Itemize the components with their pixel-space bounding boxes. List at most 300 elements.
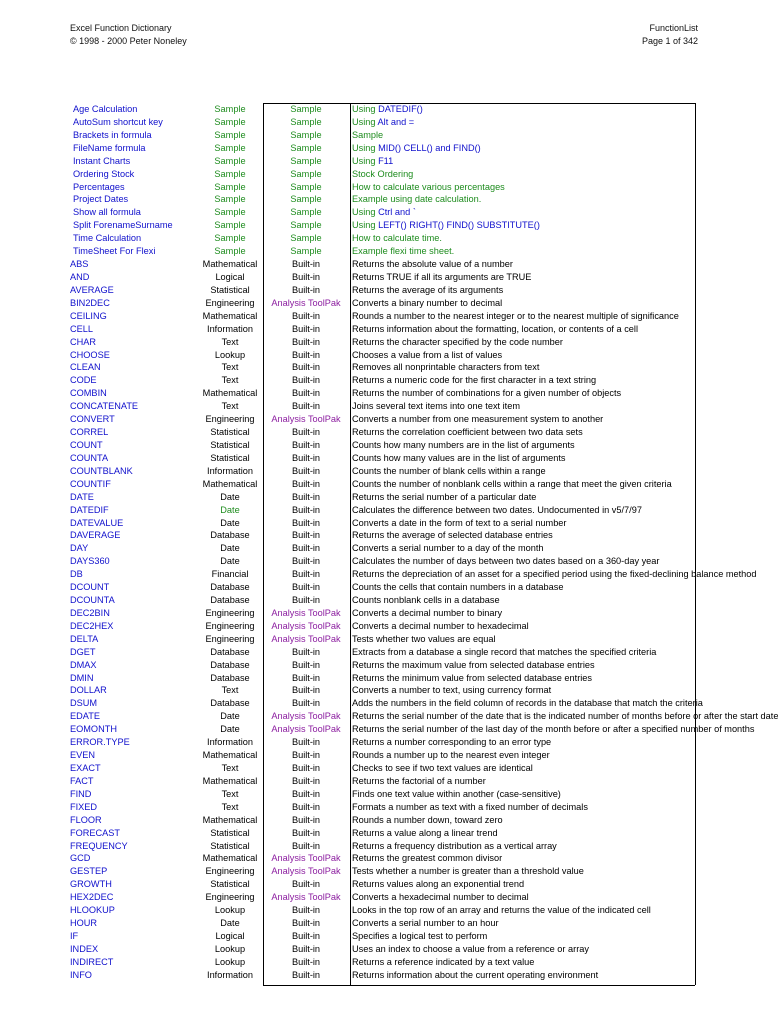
function-source: Built-in <box>291 685 321 696</box>
function-category: Mathematical <box>202 853 258 864</box>
table-row <box>68 878 696 891</box>
function-source: Built-in <box>291 827 321 838</box>
function-source: Built-in <box>291 530 321 541</box>
function-source: Built-in <box>291 801 321 812</box>
function-description: Returns information about the formatting, location, or contents of a cell <box>352 323 638 334</box>
table-row <box>68 478 696 491</box>
function-name: INFO <box>70 969 92 980</box>
function-category: Mathematical <box>202 750 258 761</box>
table-row <box>68 258 696 271</box>
table-row <box>68 917 696 930</box>
function-source: Built-in <box>291 259 321 270</box>
function-name: DSUM <box>70 698 98 709</box>
table-row <box>68 749 696 762</box>
function-description: Using DATEDIF() <box>352 104 423 114</box>
table-row <box>68 452 696 465</box>
function-source: Built-in <box>291 595 321 606</box>
function-source: Built-in <box>291 788 321 799</box>
function-description: Returns a reference indicated by a text value <box>352 956 535 967</box>
function-source: Built-in <box>291 336 321 347</box>
function-category: Statistical <box>210 827 250 838</box>
function-source: Analysis ToolPak <box>271 711 341 722</box>
function-source: Built-in <box>291 918 321 929</box>
table-row <box>68 297 696 310</box>
function-source: Analysis ToolPak <box>271 892 341 903</box>
function-source: Built-in <box>291 543 321 554</box>
table-row <box>68 504 696 517</box>
function-source: Built-in <box>291 905 321 916</box>
table-row <box>68 788 696 801</box>
function-source: Built-in <box>291 814 321 825</box>
function-category: Information <box>207 465 253 476</box>
function-name: AutoSum shortcut key <box>73 116 163 127</box>
table-row <box>68 465 696 478</box>
function-category: Date <box>220 556 240 567</box>
function-name: COUNTIF <box>70 478 111 489</box>
function-name: AND <box>70 271 90 282</box>
function-source: Analysis ToolPak <box>271 853 341 864</box>
function-source: Sample <box>290 104 322 114</box>
function-name: GROWTH <box>70 879 112 890</box>
function-name: HLOOKUP <box>70 905 115 916</box>
function-name: EOMONTH <box>70 724 117 735</box>
function-source: Sample <box>290 181 322 192</box>
function-source: Built-in <box>291 401 321 412</box>
function-name: DATE <box>70 491 94 502</box>
table-row <box>68 594 696 607</box>
table-row <box>68 633 696 646</box>
function-source: Built-in <box>291 310 321 321</box>
function-description: Removes all nonprintable characters from text <box>352 362 540 373</box>
function-category: Sample <box>214 194 246 205</box>
table-row <box>68 245 696 258</box>
table-row <box>68 271 696 284</box>
function-source: Built-in <box>291 452 321 463</box>
table-row <box>68 142 696 155</box>
function-description: Returns the serial number of a particular date <box>352 491 537 502</box>
table-row <box>68 659 696 672</box>
function-category: Text <box>221 362 239 373</box>
table-row <box>68 736 696 749</box>
function-description: Calculates the difference between two dates. Undocumented in v5/7/97 <box>352 504 642 515</box>
function-category: Database <box>210 672 250 683</box>
function-description: Returns the minimum value from selected database entries <box>352 672 593 683</box>
function-name: FIXED <box>70 801 98 812</box>
table-row <box>68 620 696 633</box>
function-source: Built-in <box>291 879 321 890</box>
function-name: Show all formula <box>73 207 141 218</box>
function-category: Sample <box>214 116 246 127</box>
function-category: Statistical <box>210 284 250 295</box>
function-source: Sample <box>290 246 322 257</box>
function-source: Built-in <box>291 556 321 567</box>
table-row <box>68 336 696 349</box>
table-row <box>68 542 696 555</box>
function-category: Text <box>221 788 239 799</box>
function-source: Analysis ToolPak <box>271 866 341 877</box>
table-row <box>68 710 778 723</box>
function-category: Database <box>210 659 250 670</box>
table-row <box>68 646 696 659</box>
document-title: Excel Function Dictionary <box>70 23 172 33</box>
table-row <box>68 891 696 904</box>
function-category: Text <box>221 401 239 412</box>
table-row <box>68 581 696 594</box>
function-description: Extracts from a database a single record that matches the specified criteria <box>352 646 657 657</box>
function-source: Built-in <box>291 956 321 967</box>
function-source: Built-in <box>291 698 321 709</box>
function-category: Statistical <box>210 840 250 851</box>
function-description: Returns the number of combinations for a given number of objects <box>352 388 622 399</box>
function-name: EDATE <box>70 711 100 722</box>
function-name: ABS <box>70 259 89 270</box>
table-row <box>68 361 696 374</box>
function-category: Sample <box>214 104 246 114</box>
function-source: Analysis ToolPak <box>271 607 341 618</box>
function-description: Returns the greatest common divisor <box>352 853 503 864</box>
function-description: Using Ctrl and ` <box>352 207 416 218</box>
function-name: FORECAST <box>70 827 121 838</box>
function-source: Built-in <box>291 427 321 438</box>
function-name: DMAX <box>70 659 97 670</box>
table-row <box>68 943 696 956</box>
function-category: Text <box>221 375 239 386</box>
function-name: CONVERT <box>70 414 115 425</box>
function-source: Built-in <box>291 465 321 476</box>
function-category: Database <box>210 582 250 593</box>
function-description: Converts a serial number to an hour <box>352 918 499 929</box>
table-row <box>68 129 696 142</box>
function-name: COUNT <box>70 439 103 450</box>
table-row <box>68 775 696 788</box>
function-name: Split ForenameSurname <box>73 220 173 231</box>
function-category: Statistical <box>210 427 250 438</box>
function-name: FREQUENCY <box>70 840 128 851</box>
table-row <box>68 723 755 736</box>
function-source: Sample <box>290 155 322 166</box>
function-category: Sample <box>214 168 246 179</box>
table-row <box>68 284 696 297</box>
function-category: Engineering <box>205 866 255 877</box>
function-category: Date <box>220 491 240 502</box>
function-category: Mathematical <box>202 814 258 825</box>
function-category: Lookup <box>214 943 246 954</box>
function-category: Information <box>207 969 253 980</box>
function-description: Returns information about the current operating environment <box>352 969 599 980</box>
function-category: Engineering <box>205 607 255 618</box>
function-name: CHOOSE <box>70 349 110 360</box>
function-source: Built-in <box>291 582 321 593</box>
function-description: Returns a value along a linear trend <box>352 827 498 838</box>
function-description: Calculates the number of days between two dates based on a 360-day year <box>352 556 660 567</box>
function-source: Analysis ToolPak <box>271 620 341 631</box>
function-source: Sample <box>290 233 322 244</box>
table-row <box>68 801 696 814</box>
function-description: How to calculate various percentages <box>352 181 505 192</box>
function-category: Logical <box>215 931 245 941</box>
function-source: Built-in <box>291 478 321 489</box>
function-source: Built-in <box>291 775 321 786</box>
table-row <box>68 206 696 219</box>
function-description: Sample <box>352 129 384 140</box>
function-category: Sample <box>214 220 246 231</box>
function-description: Returns the character specified by the code number <box>352 336 563 347</box>
function-name: Percentages <box>73 181 125 192</box>
function-name: ERROR.TYPE <box>70 737 130 748</box>
function-description: Returns the correlation coefficient between two data sets <box>352 427 583 438</box>
function-description: Using F11 <box>352 155 394 166</box>
function-category: Sample <box>214 181 246 192</box>
function-description: Example using date calculation. <box>352 194 482 205</box>
function-description: Returns the maximum value from selected database entries <box>352 659 595 670</box>
table-row <box>68 232 696 245</box>
function-category: Information <box>207 737 253 748</box>
function-category: Sample <box>214 207 246 218</box>
function-source: Analysis ToolPak <box>271 633 341 644</box>
function-category: Mathematical <box>202 388 258 399</box>
function-description: Tests whether two values are equal <box>352 633 496 644</box>
function-name: Brackets in formula <box>73 129 152 140</box>
function-source: Built-in <box>291 504 321 515</box>
function-category: Text <box>221 801 239 812</box>
function-description: Returns a number corresponding to an error type <box>352 737 552 748</box>
function-name: CELL <box>70 323 93 334</box>
function-category: Mathematical <box>202 310 258 321</box>
function-source: Built-in <box>291 491 321 502</box>
table-row <box>68 413 696 426</box>
table-row <box>68 814 696 827</box>
function-name: DCOUNTA <box>70 595 115 606</box>
function-category: Statistical <box>210 452 250 463</box>
table-row <box>68 168 696 181</box>
table-row <box>68 517 696 530</box>
table-row <box>68 181 696 194</box>
function-description: How to calculate time. <box>352 233 442 244</box>
table-row <box>68 568 757 581</box>
function-description: Counts the number of nonblank cells within a range that meet the given criteria <box>352 478 672 489</box>
function-description: Using Alt and = <box>352 116 415 127</box>
table-row <box>68 607 696 620</box>
table-row <box>68 672 696 685</box>
function-source: Built-in <box>291 969 321 980</box>
function-name: DATEDIF <box>70 504 109 515</box>
function-category: Mathematical <box>202 259 258 270</box>
function-description: Using LEFT() RIGHT() FIND() SUBSTITUTE() <box>352 220 540 231</box>
function-category: Database <box>210 698 250 709</box>
function-category: Date <box>220 711 240 722</box>
function-category: Sample <box>214 246 246 257</box>
table-row <box>68 439 696 452</box>
function-description: Returns a numeric code for the first character in a text string <box>352 375 597 386</box>
function-category: Database <box>210 530 250 541</box>
function-description: Converts a decimal number to hexadecimal <box>352 620 529 631</box>
function-category: Statistical <box>210 439 250 450</box>
function-source: Built-in <box>291 750 321 761</box>
function-name: CODE <box>70 375 97 386</box>
function-name: DAY <box>70 543 89 554</box>
function-description: Converts a hexadecimal number to decimal <box>352 892 529 903</box>
function-source: Sample <box>290 142 322 153</box>
function-description: Rounds a number to the nearest integer or to the nearest multiple of significance <box>352 310 679 321</box>
function-source: Built-in <box>291 439 321 450</box>
table-row <box>68 529 696 542</box>
function-description: Converts a number to text, using currency format <box>352 685 552 696</box>
function-description: Counts nonblank cells in a database <box>352 595 500 606</box>
table-row <box>68 840 696 853</box>
function-source: Sample <box>290 129 322 140</box>
copyright-text: © 1998 - 2000 Peter Noneley <box>70 36 187 46</box>
table-row <box>68 491 696 504</box>
table-row <box>68 219 696 232</box>
function-source: Sample <box>290 168 322 179</box>
table-row <box>68 323 696 336</box>
function-description: Converts a serial number to a day of the month <box>352 543 544 554</box>
function-category: Sample <box>214 233 246 244</box>
table-row <box>68 762 696 775</box>
function-description: Converts a number from one measurement system to another <box>352 414 604 425</box>
function-description: Formats a number as text with a fixed number of decimals <box>352 801 588 812</box>
function-source: Built-in <box>291 284 321 295</box>
function-description: Joins several text items into one text item <box>352 401 520 412</box>
function-name: FileName formula <box>73 142 146 153</box>
function-category: Date <box>220 918 240 929</box>
function-name: DATEVALUE <box>70 517 124 528</box>
function-category: Logical <box>215 271 245 282</box>
function-description: Stock Ordering <box>352 168 414 179</box>
function-name: CEILING <box>70 310 107 321</box>
function-category: Sample <box>214 155 246 166</box>
function-source: Sample <box>290 116 322 127</box>
function-source: Built-in <box>291 943 321 954</box>
function-description: Returns the depreciation of an asset for a specified period using the fixed-declining balance method <box>352 569 757 580</box>
function-name: DB <box>70 569 83 580</box>
function-category: Financial <box>211 569 249 580</box>
function-source: Sample <box>290 194 322 205</box>
function-name: COUNTA <box>70 452 109 463</box>
table-row <box>68 930 696 943</box>
function-category: Sample <box>214 129 246 140</box>
table-row <box>68 374 696 387</box>
function-source: Built-in <box>291 569 321 580</box>
document-header-right <box>642 22 698 48</box>
function-category: Engineering <box>205 620 255 631</box>
function-name: COUNTBLANK <box>70 465 133 476</box>
table-row <box>68 684 696 697</box>
table-row <box>68 555 696 568</box>
function-name: FLOOR <box>70 814 102 825</box>
function-name: TimeSheet For Flexi <box>73 246 156 257</box>
function-category: Lookup <box>214 349 246 360</box>
function-description: Tests whether a number is greater than a threshold value <box>352 866 584 877</box>
function-name: CONCATENATE <box>70 401 139 412</box>
function-category: Date <box>220 517 240 528</box>
function-name: EVEN <box>70 750 96 761</box>
function-description: Returns the factorial of a number <box>352 775 486 786</box>
function-description: Returns the average of selected database entries <box>352 530 553 541</box>
function-source: Built-in <box>291 323 321 334</box>
function-description: Example flexi time sheet. <box>352 246 455 257</box>
document-header-left <box>70 22 187 48</box>
table-row <box>68 103 696 116</box>
function-description: Adds the numbers in the field column of records in the database that match the criteria <box>352 698 703 709</box>
function-source: Built-in <box>291 349 321 360</box>
function-category: Text <box>221 685 239 696</box>
function-name: INDEX <box>70 943 99 954</box>
sheet-name: FunctionList <box>649 23 698 33</box>
function-name: HEX2DEC <box>70 892 114 903</box>
function-description: Specifies a logical test to perform <box>352 931 488 941</box>
function-description: Counts the cells that contain numbers in a database <box>352 582 564 593</box>
function-source: Built-in <box>291 271 321 282</box>
table-row <box>68 865 696 878</box>
function-name: CORREL <box>70 427 109 438</box>
table-row <box>68 697 703 710</box>
function-name: DEC2HEX <box>70 620 114 631</box>
function-source: Built-in <box>291 840 321 851</box>
table-row <box>68 400 696 413</box>
table-row <box>68 904 696 917</box>
function-description: Chooses a value from a list of values <box>352 349 503 360</box>
function-name: Time Calculation <box>73 233 142 244</box>
function-name: DGET <box>70 646 96 657</box>
table-row <box>68 387 696 400</box>
function-category: Text <box>221 336 239 347</box>
function-name: FIND <box>70 788 92 799</box>
function-name: COMBIN <box>70 388 107 399</box>
function-description: Converts a binary number to decimal <box>352 297 503 308</box>
function-name: IF <box>70 931 79 941</box>
table-row <box>68 310 696 323</box>
function-name: DEC2BIN <box>70 607 110 618</box>
function-description: Using MID() CELL() and FIND() <box>352 142 481 153</box>
function-description: Looks in the top row of an array and returns the value of the indicated cell <box>352 905 651 916</box>
function-source: Analysis ToolPak <box>271 414 341 425</box>
function-source: Sample <box>290 220 322 231</box>
table-row <box>68 155 696 168</box>
function-name: HOUR <box>70 918 98 929</box>
function-name: DAVERAGE <box>70 530 121 541</box>
function-source: Built-in <box>291 737 321 748</box>
function-category: Lookup <box>214 956 246 967</box>
function-source: Analysis ToolPak <box>271 297 341 308</box>
function-source: Built-in <box>291 646 321 657</box>
function-source: Sample <box>290 207 322 218</box>
function-description: Counts the number of blank cells within a range <box>352 465 546 476</box>
function-description: Uses an index to choose a value from a reference or array <box>352 943 589 954</box>
function-name: INDIRECT <box>70 956 114 967</box>
function-category: Mathematical <box>202 478 258 489</box>
page-number: Page 1 of 342 <box>641 36 698 46</box>
function-name: BIN2DEC <box>70 297 110 308</box>
table-row <box>68 116 696 129</box>
function-name: GCD <box>70 853 91 864</box>
function-source: Built-in <box>291 931 321 941</box>
function-description: Returns TRUE if all its arguments are TRUE <box>352 271 532 282</box>
function-source: Built-in <box>291 659 321 670</box>
function-name: FACT <box>70 775 94 786</box>
function-category: Information <box>207 323 253 334</box>
function-name: Age Calculation <box>73 104 138 114</box>
table-row <box>68 193 696 206</box>
function-source: Built-in <box>291 672 321 683</box>
function-description: Converts a decimal number to binary <box>352 607 503 618</box>
function-name: DAYS360 <box>70 556 110 567</box>
function-description: Returns the serial number of the date that is the indicated number of months before or after the start date <box>352 711 778 722</box>
function-category: Engineering <box>205 892 255 903</box>
function-name: DELTA <box>70 633 99 644</box>
function-name: DOLLAR <box>70 685 107 696</box>
function-description: Checks to see if two text values are identical <box>352 763 533 774</box>
